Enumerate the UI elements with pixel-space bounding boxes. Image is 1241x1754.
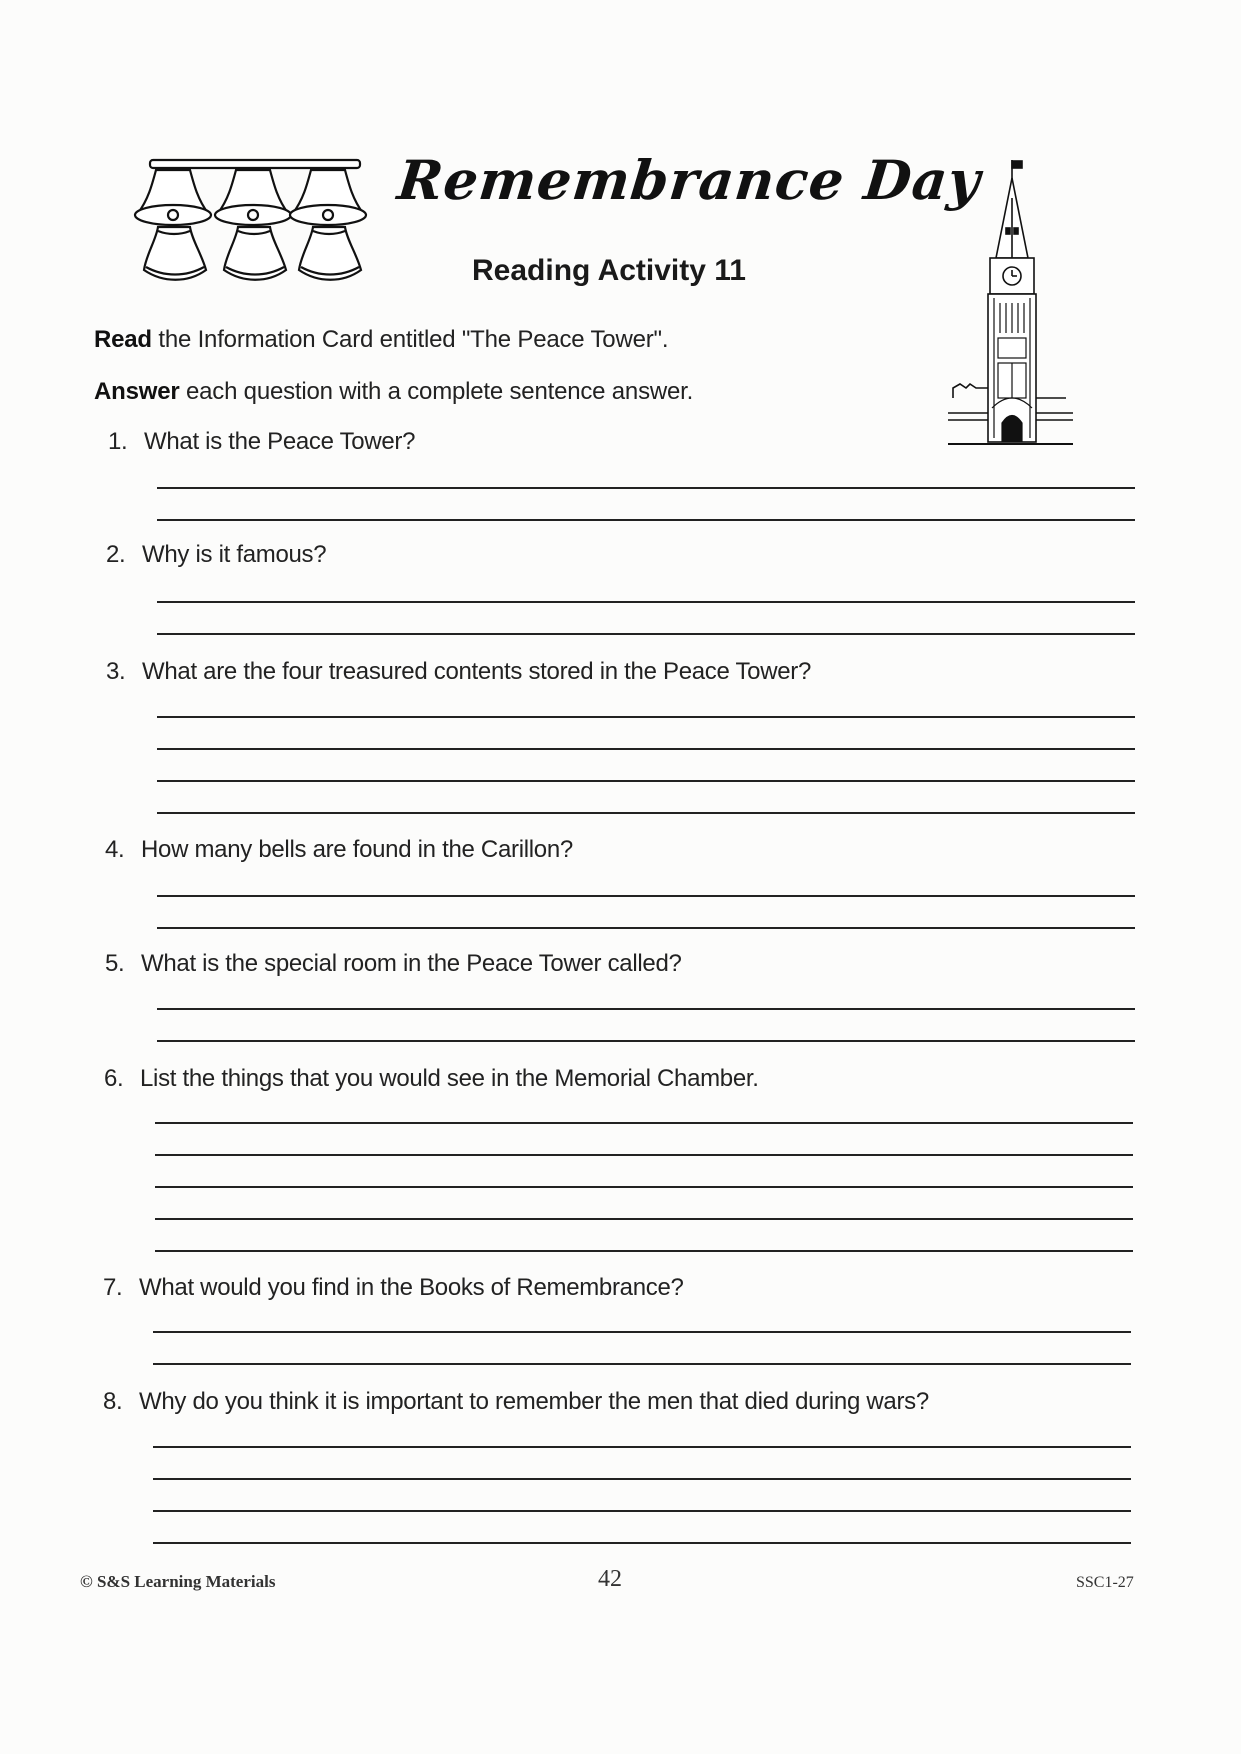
answer-line-2-1[interactable] bbox=[157, 601, 1135, 603]
question-text: What is the Peace Tower? bbox=[144, 428, 416, 455]
question-3 bbox=[106, 658, 811, 686]
question-4 bbox=[105, 836, 573, 864]
question-6 bbox=[104, 1065, 759, 1093]
question-8 bbox=[103, 1388, 929, 1416]
answer-line-4-1[interactable] bbox=[157, 895, 1135, 897]
footer-copyright: © S&S Learning Materials bbox=[80, 1572, 276, 1591]
answer-line-6-3[interactable] bbox=[155, 1186, 1133, 1188]
question-number: 1. bbox=[108, 428, 128, 455]
answer-line-3-1[interactable] bbox=[157, 716, 1135, 718]
instruction-read-verb: Read bbox=[94, 326, 152, 353]
answer-line-5-2[interactable] bbox=[157, 1040, 1135, 1042]
question-number: 6. bbox=[104, 1065, 124, 1092]
instruction-answer-text: each question with a complete sentence answer. bbox=[179, 378, 694, 405]
question-number: 8. bbox=[103, 1388, 123, 1415]
answer-line-6-4[interactable] bbox=[155, 1218, 1133, 1220]
question-number: 5. bbox=[105, 950, 125, 977]
answer-line-8-3[interactable] bbox=[153, 1510, 1131, 1512]
answer-line-1-1[interactable] bbox=[157, 487, 1135, 489]
answer-line-3-4[interactable] bbox=[157, 812, 1135, 814]
question-number: 3. bbox=[106, 658, 126, 685]
answer-line-7-1[interactable] bbox=[153, 1331, 1131, 1333]
answer-line-5-1[interactable] bbox=[157, 1008, 1135, 1010]
answer-line-6-2[interactable] bbox=[155, 1154, 1133, 1156]
answer-line-8-1[interactable] bbox=[153, 1446, 1131, 1448]
question-number: 4. bbox=[105, 836, 125, 863]
instruction-answer bbox=[94, 378, 693, 406]
answer-line-2-2[interactable] bbox=[157, 633, 1135, 635]
instruction-read bbox=[94, 326, 668, 354]
footer-page-number: 42 bbox=[598, 1566, 622, 1592]
instruction-read-text: the Information Card entitled "The Peace Tower". bbox=[151, 326, 669, 353]
question-number: 7. bbox=[103, 1274, 123, 1301]
answer-line-8-4[interactable] bbox=[153, 1542, 1131, 1544]
question-text: List the things that you would see in the Memorial Chamber. bbox=[140, 1065, 759, 1092]
question-text: Why do you think it is important to remember the men that died during wars? bbox=[139, 1388, 929, 1415]
question-5 bbox=[105, 950, 682, 978]
answer-line-4-2[interactable] bbox=[157, 927, 1135, 929]
question-2 bbox=[106, 541, 326, 569]
answer-line-6-5[interactable] bbox=[155, 1250, 1133, 1252]
question-text: Why is it famous? bbox=[142, 541, 327, 568]
question-text: What are the four treasured contents stored in the Peace Tower? bbox=[142, 658, 812, 685]
answer-line-1-2[interactable] bbox=[157, 519, 1135, 521]
question-text: What is the special room in the Peace Tower called? bbox=[141, 950, 682, 977]
answer-line-3-2[interactable] bbox=[157, 748, 1135, 750]
question-7 bbox=[103, 1274, 684, 1302]
question-text: What would you find in the Books of Remembrance? bbox=[139, 1274, 684, 1301]
peace-tower-icon bbox=[948, 158, 1073, 453]
answer-line-3-3[interactable] bbox=[157, 780, 1135, 782]
question-number: 2. bbox=[106, 541, 126, 568]
question-text: How many bells are found in the Carillon? bbox=[141, 836, 573, 863]
question-1 bbox=[108, 428, 415, 456]
bells-icon bbox=[128, 155, 378, 290]
answer-line-6-1[interactable] bbox=[155, 1122, 1133, 1124]
answer-line-8-2[interactable] bbox=[153, 1478, 1131, 1480]
instruction-answer-verb: Answer bbox=[94, 378, 180, 405]
activity-subtitle: Reading Activity 11 bbox=[472, 254, 746, 287]
answer-line-7-2[interactable] bbox=[153, 1363, 1131, 1365]
page-title: Remembrance Day bbox=[394, 148, 984, 212]
footer-code: SSC1-27 bbox=[1076, 1574, 1134, 1591]
